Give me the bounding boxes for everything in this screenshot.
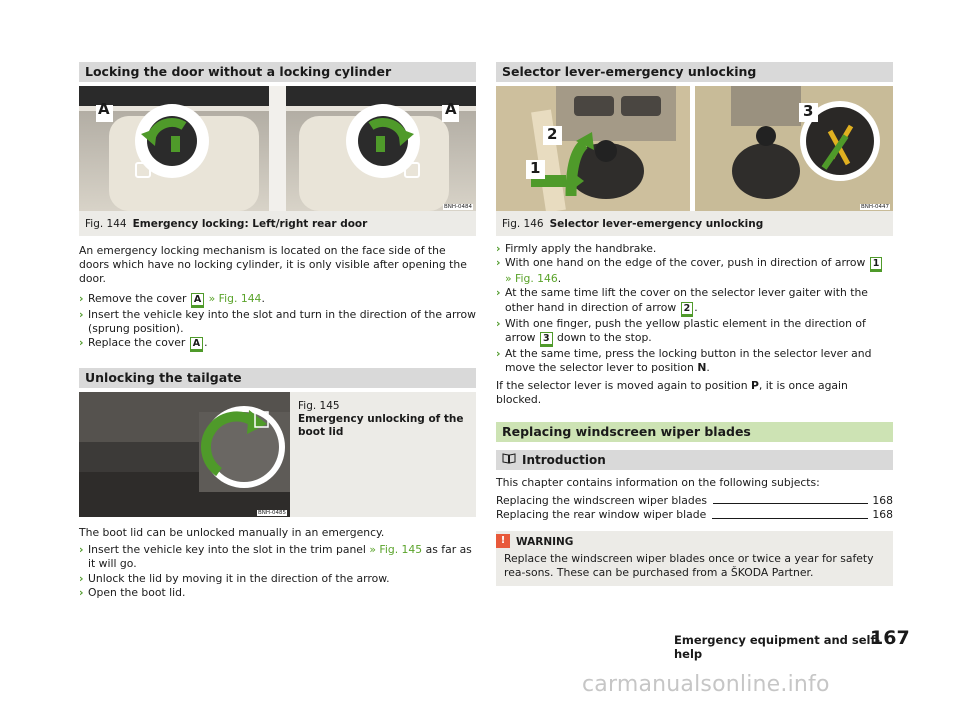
step-arrow-icon: › <box>496 242 501 255</box>
warning-text: Replace the windscreen wiper blades once or twice a year for safety rea-sons. These can be purchased from a ŠKODA Partner. <box>504 552 874 580</box>
boot-photo <box>79 392 290 517</box>
step <box>79 586 476 600</box>
gearbox-photo <box>496 86 893 211</box>
step <box>79 543 476 571</box>
step-text-end: . <box>706 361 710 375</box>
figure-label-a-right: A <box>445 100 457 118</box>
key-box: 3 <box>540 332 553 347</box>
steps-selector <box>496 242 893 375</box>
figure-link[interactable]: » Fig. 146 <box>505 272 558 286</box>
paragraph-boot: The boot lid can be unlocked manually in an emergency. <box>79 526 385 540</box>
right-column <box>496 62 893 586</box>
chapter-title: Replacing windscreen wiper blades <box>496 422 893 442</box>
figure-number: Fig. 145 <box>298 400 340 413</box>
key-box: A <box>191 293 204 308</box>
figure-code: BNH-0484 <box>443 204 472 210</box>
step-arrow-icon: › <box>79 291 84 305</box>
step-arrow-icon: › <box>496 346 501 360</box>
steps-boot <box>79 543 476 600</box>
key-box: 2 <box>681 302 694 317</box>
step <box>496 286 893 316</box>
toc-leader <box>712 518 868 519</box>
figure-number: Fig. 146 <box>502 218 544 230</box>
book-icon <box>502 450 516 470</box>
step-text: Firmly apply the handbrake. <box>505 242 657 255</box>
step <box>496 242 893 256</box>
page-number: 167 <box>870 627 910 649</box>
figure-label-3: 3 <box>803 102 814 120</box>
toc-label: Replacing the rear window wiper blade <box>496 508 707 522</box>
step-arrow-icon: › <box>496 256 501 270</box>
key-box: A <box>190 337 203 352</box>
figure-title: Emergency unlocking of the boot lid <box>298 413 464 439</box>
toc-label: Replacing the windscreen wiper blades <box>496 493 707 507</box>
paragraph-intro: An emergency locking mechanism is located on the face side of the doors which have no locking cylinder, it is only visible after opening the door. <box>79 244 467 286</box>
intro-header <box>496 450 893 470</box>
step <box>496 347 893 375</box>
step-text: With one finger, push the yellow plastic element in the direction of arrow <box>505 316 866 344</box>
figure-146-caption <box>496 211 893 236</box>
figure-145 <box>79 392 476 517</box>
figure-number: Fig. 144 <box>85 218 127 230</box>
figure-code: BNH-0447 <box>860 204 889 210</box>
note-text: If the selector lever is moved again to position <box>496 379 751 393</box>
step <box>496 317 893 347</box>
step-arrow-icon: › <box>79 307 84 321</box>
step-text-end: as far as it will go. <box>88 543 472 571</box>
watermark: carmanualsonline.info <box>582 672 830 697</box>
step-text: Insert the vehicle key into the slot in the trim panel <box>88 543 370 557</box>
step-text-end: . <box>694 300 698 314</box>
figure-label-2: 2 <box>547 125 558 143</box>
step-text: Open the boot lid. <box>88 585 186 599</box>
step-arrow-icon: › <box>496 316 501 330</box>
figure-title: Selector lever-emergency unlocking <box>549 218 764 230</box>
key-box: 1 <box>870 257 883 272</box>
footer-chapter: Emergency equipment and self-help <box>674 633 881 661</box>
step <box>79 308 476 336</box>
section-title-selector-lever: Selector lever-emergency unlocking <box>496 62 893 82</box>
step-text: With one hand on the edge of the cover, push in direction of arrow <box>505 256 869 270</box>
warning-header <box>496 531 893 550</box>
step-arrow-icon: › <box>79 585 84 599</box>
figure-title: Emergency locking: Left/right rear door <box>132 218 368 230</box>
step <box>79 336 476 352</box>
toc-row[interactable] <box>496 494 893 509</box>
step-arrow-icon: › <box>79 571 84 585</box>
section-title-door-locking: Locking the door without a locking cylinder <box>79 62 476 82</box>
position-n: N <box>697 361 707 375</box>
warning-box <box>496 531 893 586</box>
step <box>496 256 893 286</box>
step-text-end: down to the stop. <box>553 330 652 344</box>
door-photo <box>79 86 476 211</box>
toc-page: 168 <box>872 493 893 507</box>
figure-link[interactable]: » Fig. 145 <box>369 543 423 557</box>
step-text-end: . <box>204 336 208 350</box>
step-text: Insert the vehicle key into the slot and turn in the direction of the arrow (sprung position). <box>88 307 476 335</box>
step-text: At the same time lift the cover on the selector lever gaiter with the other hand in direction of arrow <box>505 286 868 314</box>
toc <box>496 494 893 523</box>
intro-title: Introduction <box>522 452 606 467</box>
step-text: Unlock the lid by moving it in the direction of the arrow. <box>88 571 390 585</box>
position-p: P <box>751 379 759 393</box>
toc-row[interactable] <box>496 508 893 523</box>
intro-text: This chapter contains information on the following subjects: <box>496 475 820 489</box>
step-arrow-icon: › <box>79 336 84 350</box>
step <box>79 572 476 586</box>
figure-146 <box>496 86 893 211</box>
toc-leader <box>713 503 868 504</box>
step-text-end: . <box>557 272 562 286</box>
step-arrow-icon: › <box>496 286 501 300</box>
note-text-end: , it is once again blocked. <box>496 379 848 407</box>
toc-page: 168 <box>872 508 893 522</box>
section-title-tailgate: Unlocking the tailgate <box>79 368 476 388</box>
left-column <box>79 62 476 600</box>
step <box>79 292 476 308</box>
steps-door <box>79 292 476 352</box>
warning-title: WARNING <box>516 536 574 549</box>
figure-144 <box>79 86 476 211</box>
figure-code: BNH-0485 <box>257 510 286 517</box>
step-text-end: . <box>261 291 265 305</box>
step-text: At the same time, press the locking button in the selector lever and move the selector lever to position <box>505 346 872 375</box>
step-arrow-icon: › <box>79 543 84 557</box>
paragraph-note <box>496 379 893 407</box>
step-text: Replace the cover <box>88 336 189 350</box>
figure-label-a-left: A <box>98 100 110 118</box>
figure-link[interactable]: » Fig. 144 <box>208 291 262 305</box>
figure-144-caption <box>79 211 476 236</box>
figure-145-caption <box>290 392 476 517</box>
warning-icon: ! <box>496 534 510 548</box>
figure-label-1: 1 <box>530 159 541 177</box>
step-text: Remove the cover <box>88 291 190 305</box>
